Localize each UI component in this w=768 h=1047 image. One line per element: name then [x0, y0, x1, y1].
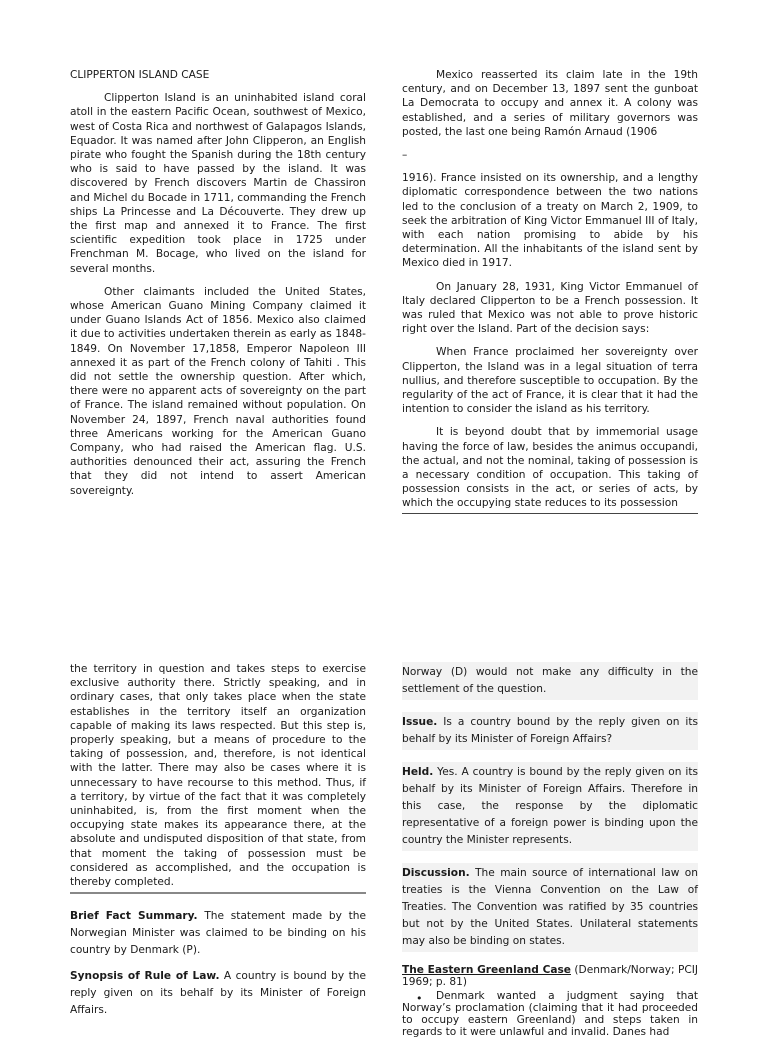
issue-section: [402, 712, 698, 750]
brief-fact-summary-text: The statement made by the Norwegian Minister was claimed to be binding on his country by Denmark (P).: [70, 910, 366, 957]
case-summary-text: Denmark wanted a judgment saying that Norway’s proclamation (claiming that it had proceeded to occupy eastern Greenland) and steps taken in regards to it were unlawful and invalid. Danes had: [402, 990, 698, 1038]
case-summary: [402, 990, 698, 1038]
column-bottom-right: [402, 662, 698, 1047]
case-title: The Eastern Greenland Case: [402, 964, 571, 976]
page-break-dash: –: [402, 149, 408, 162]
case-citation: (Denmark/Norway; PCIJ 1969; p. 81): [402, 964, 698, 988]
paragraph-island-description: Clipperton Island is an uninhabited island coral atoll in the eastern Pacific Ocean, southwest of Mexico, west of Costa Rica and northwest of Galapagos Islands, Equador. It was named after John Clipperon, an English pirate who fought the Spanish during the 18th century who is said to have passed by the island. It was discovered by French discovers Martin de Chassiron and Michel du Bocade in 1711, commanding the French ships La Princesse and La Découverte. They drew up the first map and annexed it to France. The first scientific expedition took place in 1725 under Frenchman M. Bocage, who lived on the island for several months.: [70, 92, 366, 275]
paragraph-territory-in-question: the territory in question and takes steps to exercise exclusive authority there. Strictly speaking, and in ordinary cases, that only takes place when the state establishes in the territory itself an organization capable of making its laws respected. But this step is, properly speaking, but a means of procedure to the taking of possession, and, therefore, is not identical with the latter. There may also be cases where it is unnecessary to have recourse to this method. Thus, if a territory, by virtue of the fact that it was completely uninhabited, is, from the first moment when the occupying state makes its appearance there, at the absolute and undisputed disposition of that state, from that moment the taking of possession must be considered as accomplished, and the occupation is thereby completed.: [70, 662, 366, 894]
column-top-left: [70, 68, 366, 507]
held-section: [402, 762, 698, 851]
synopsis-text: A country is bound by the reply given on its behalf by its Minister of Foreign Affairs.: [70, 970, 366, 1017]
discussion-text: The main source of international law on treaties is the Vienna Convention on the Law of Treaties. The Convention was ratified by 35 countries but not by the United States. Unilateral statements may also be binding on states.: [402, 867, 698, 947]
paragraph-norway-difficulty: Norway (D) would not make any difficulty in the settlement of the question.: [402, 662, 698, 700]
paragraph-terra-nullius: When France proclaimed her sovereignty over Clipperton, the Island was in a legal situation of terra nullius, and therefore susceptible to occupation. By the regularity of the act of France, it is clear that it had the intention to consider the island as his territory.: [402, 346, 698, 416]
held-label: Held.: [402, 766, 434, 778]
brief-fact-summary: [70, 908, 366, 959]
paragraph-other-claimants: Other claimants included the United States, whose American Guano Mining Company claimed it under Guano Islands Act of 1856. Mexico also claimed it due to activities undertaken therein as early as 1848-1849. On November 17,1858, Emperor Napoleon III annexed it as part of the French colony of Tahiti . This did not settle the ownership question. After which, there were no apparent acts of sovereignty on the part of France. The island remained without population. On November 24, 1897, French naval authorities found three Americans working for the American Guano Company, who had raised the American flag. U.S. authorities denounced their act, assuring the French that they did not intend to assert American sovereignty.: [70, 285, 366, 497]
synopsis-rule-of-law: [70, 968, 366, 1019]
document-title: CLIPPERTON ISLAND CASE: [70, 69, 210, 81]
paragraph-immemorial-usage: It is beyond doubt that by immemorial usage having the force of law, besides the animus occupandi, the actual, and not the nominal, taking of possession is a necessary condition of occupation. This taking of possession consists in the act, or series of acts, by which the occupying state reduces to its possession: [402, 425, 698, 513]
brief-fact-summary-label: Brief Fact Summary.: [70, 910, 198, 923]
column-top-right: [402, 68, 698, 523]
discussion-section: [402, 863, 698, 952]
issue-text: Is a country bound by the reply given on its behalf by its Minister of Foreign Affairs?: [402, 716, 698, 745]
discussion-label: Discussion.: [402, 867, 470, 879]
paragraph-mexico-claim: Mexico reasserted its claim late in the 19th century, and on December 13, 1897 sent the gunboat La Democrata to occupy and annex it. A colony was established, and a series of military governors was posted, the last one being Ramón Arnaud (1906: [402, 69, 698, 138]
case-heading: [402, 964, 698, 988]
issue-label: Issue.: [402, 716, 438, 728]
synopsis-label: Synopsis of Rule of Law.: [70, 970, 220, 983]
paragraph-france-insisted: 1916). France insisted on its ownership, and a lengthy diplomatic correspondence between the two nations led to the conclusion of a treaty on March 2, 1909, to seek the arbitration of King Victor Emmanuel III of Italy, with each nation promising to abide by his determination. All the inhabitants of the island sent by Mexico died in 1917.: [402, 172, 698, 270]
paragraph-king-decision: On January 28, 1931, King Victor Emmanuel of Italy declared Clipperton to be a French possession. It was ruled that Mexico was not able to prove historic right over the Island. Part of the decision says:: [402, 280, 698, 336]
bullet-icon: •: [416, 992, 423, 1005]
held-text: Yes. A country is bound by the reply given on its behalf by its Minister of Foreign Affairs. Therefore in this case, the response by the diplomatic representative of a foreign power is binding upon the country the Minister represents.: [402, 766, 698, 846]
column-bottom-left: [70, 662, 366, 1028]
